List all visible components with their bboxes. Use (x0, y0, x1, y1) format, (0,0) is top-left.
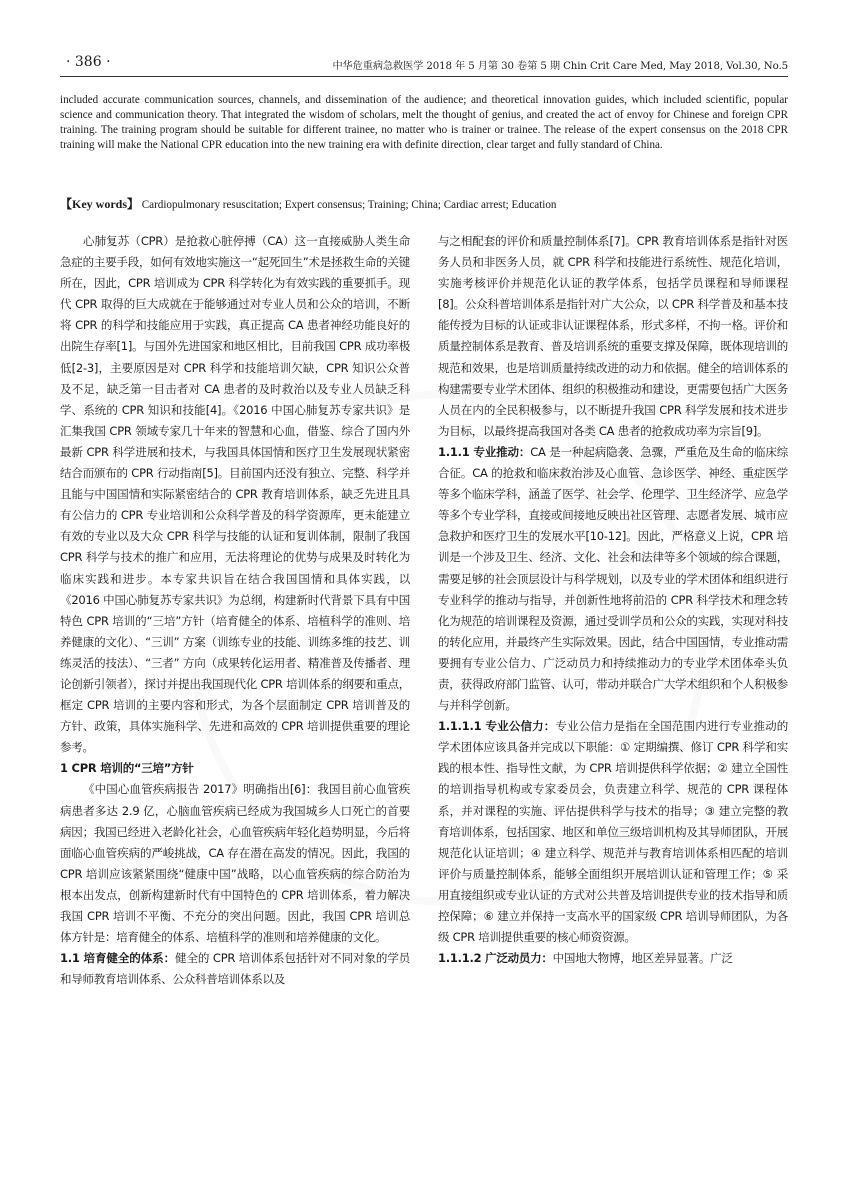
section-1-1-1-2-title: 1.1.1.2 广泛动员力： (438, 951, 553, 966)
keywords-list: Cardiopulmonary resuscitation; Expert consensus; Training; China; Cardiac arrest; Education (141, 199, 557, 211)
page-number: · 386 · (66, 54, 111, 70)
abstract-text: included accurate communication sources, channels, and dissemination of the audience; and theoretical innovation guides, which included scientific, popular science and communication theory. That integrated the wisdom of scholars, melt the thought of genius, and created the act of envoy for Chinese and foreign CPR training. The training program should be suitable for different trainee, no matter who is trainer or trainee. The release of the expert consensus on the 2018 CPR training will make the National CPR education into the new training era with definite direction, clear target and fully standard of China. (60, 94, 788, 151)
section-1-1-1-1-paragraph (438, 716, 788, 948)
section-1-1-continuation: 与之相配套的评价和质量控制体系[7]。CPR 教育培训体系是指针对医务人员和非医务人员，就 CPR 科学和技能进行系统性、规范化培训，实施考核评价并规范化认证的教学体系，包括学员课程和导师课程[8]。公众科普培训体系是指针对广大公众，以 CPR 科学普及和基本技能传授为目标的认证或非认证课程体系，形式多样，不拘一格。评价和质量控制体系是教育、普及培训系统的重要支撑及保障，既体现培训的规范和效果，也是培训质量持续改进的动力和依据。健全的培训体系的构建需要专业学术团体、组织的积极推动和建设，更需要包括广大医务人员在内的全民积极参与，以不断提升我国 CPR 科学发展和技术进步为目标，以最终提高我国对各类 CA 患者的抢救成功率为宗旨[9]。 (438, 234, 788, 438)
section-1-1-1-2-paragraph (438, 948, 788, 969)
keywords-line (60, 197, 788, 213)
section-1-heading: 1 CPR 培训的“三培”方针 (60, 761, 194, 776)
section-1-1-title: 1.1 培育健全的体系： (60, 951, 176, 966)
section-1-1-1-2-text: 中国地大物博，地区差异显著。广泛 (552, 951, 733, 966)
intro-paragraph: 心肺复苏（CPR）是抢救心脏停搏（CA）这一直接威胁人类生命急症的主要手段，如何有效地实施这一“起死回生”术是拯救生命的关键所在，因此，CPR 培训成为 CPR 科学转化为有效实践的重要抓手。现代 CPR 取得的巨大成就在于能够通过对专业人员和公众的培训，不断将 CPR 的科学和技能应用于实践，真正提高 CA 患者神经功能良好的出院生存率[1]。与国外先进国家和地区相比，目前我国 CPR 成功率极低[2-3]，主要原因是对 CPR 科学和技能培训欠缺，CPR 知识公众普及不足，缺乏第一目击者对 CA 患者的及时救治以及专业人员缺乏科学、系统的 CPR 知识和技能[4]。《2016 中国心肺复苏专家共识》是汇集我国 CPR 领域专家几十年来的智慧和心血，借鉴、综合了国内外最新 CPR 科学进展和技术，与我国具体国情和医疗卫生发展现状紧密结合而颁布的 CPR 行动指南[5]。目前国内还没有独立、完整、科学并且能与中国国情和实际紧密结合的 CPR 教育培训体系，缺乏先进且具有公信力的 CPR 专业培训和公众科学普及的科学资源库，更未能建立有效的专业以及大众 CPR 科学与技能的认证和复训体制，限制了我国 CPR 科学与技术的推广和应用，无法将理论的优势与成果及时转化为临床实践和进步。本专家共识旨在结合我国国情和具体实践，以《2016 中国心肺复苏专家共识》为总纲，构建新时代背景下具有中国特色 CPR 培训的“三培”方针（培育健全的体系、培植科学的准则、培养健康的文化）、“三训” 方案（训练专业的技能、训练多维的技艺、训练灵活的技法）、“三者” 方向（成果转化运用者、精准普及传播者、理论创新引领者），探讨并提出我国现代化 CPR 培训体系的纲要和重点，框定 CPR 培训的主要内容和形式，为各个层面制定 CPR 培训普及的方针、政策，具体实施科学、先进和高效的 CPR 培训提供重要的理论参考。 (60, 234, 410, 755)
abstract-continuation (60, 93, 788, 153)
section-1-1-1-1-title: 1.1.1.1 专业公信力： (438, 719, 556, 734)
section-1-paragraph: 《中国心血管疾病报告 2017》明确指出[6]：我国目前心血管疾病患者多达 2.9 亿，心脑血管疾病已经成为我国城乡人口死亡的首要病因；我国已经进入老龄化社会，心血管疾病年轻化趋势明显，今后将面临心血管疾病的严峻挑战，CA 存在潜在高发的情况。因此，我国的 CPR 培训应该紧紧围绕“健康中国”战略，以心血管疾病的综合防治为根本出发点，创新构建新时代有中国特色的 CPR 培训体系，着力解决我国 CPR 培训不平衡、不充分的突出问题。因此，我国 CPR 培训总体方针是：培育健全的体系、培植科学的准则和培养健康的文化。 (60, 782, 410, 945)
section-1-1-text: 健全的 CPR 培训体系包括针对不同对象的学员和导师教育培训体系、公众科普培训体系以及 (60, 951, 410, 987)
section-1-1-1-1-text: 专业公信力是指在全国范围内进行专业推动的学术团体应该具备并完成以下职能：① 定期编撰、修订 CPR 科学和实践的根本性、指导性文献，为 CPR 培训提供科学依据；② 建立全国性的培训指导机构或专家委员会，负责建立科学、规范的 CPR 课程体系，并对课程的实施、评估提供科学与技术的指导；③ 建立完整的教育培训体系，包括国家、地区和单位三级培训机构及其导师团队，开展规范化认证培训；④ 建立科学、规范并与教育培训体系相匹配的培训评价与质量控制体系，能够全面组织开展培训认证和管理工作；⑤ 采用直接组织或专业认证的方式对公共普及培训提供专业的技术指导和质控保障；⑥ 建立并保持一支高水平的国家级 CPR 培训导师团队，为各级 CPR 培训提供重要的核心师资资源。 (438, 719, 788, 945)
section-1-1-1-paragraph (438, 442, 788, 716)
right-column (438, 231, 788, 1161)
section-1-1-paragraph (60, 948, 410, 990)
left-column (60, 231, 410, 1161)
journal-citation-line: 中华危重病急救医学 2018 年 5 月第 30 卷第 5 期 Chin Crit Care Med, May 2018, Vol.30, No.5 (332, 61, 788, 72)
section-1-1-1-text: CA 是一种起病隐袭、急骤，严重危及生命的临床综合征。CA 的抢救和临床救治涉及心血管、急诊医学、神经、重症医学等多个临床学科，涵盖了医学、社会学、伦理学、卫生经济学、应急学等多个专业学科，直接或间接地反映出社区管理、志愿者发展、城市应急救护和医疗卫生的发展水平[10-12]。因此，严格意义上说，CPR 培训是一个涉及卫生、经济、文化、社会和法律等多个领域的综合课题，需要足够的社会顶层设计与科学规划，以及专业的学术团体和组织进行专业科学的推动与指导，并创新性地将前沿的 CPR 科学技术和理念转化为规范的培训课程及资源，通过受训学员和公众的实践，实现对科技的转化应用，并最终产生实际效果。因此，结合中国国情，专业推动需要拥有专业公信力、广泛动员力和持续推动力的专业学术团体牵头负责，获得政府部门监管、认可，带动并联合广大学术组织和个人积极参与并科学创新。 (438, 444, 788, 713)
section-1-1-1-title: 1.1.1 专业推动： (438, 444, 531, 459)
page-header (60, 52, 788, 77)
keywords-title: 【Key words】 (60, 197, 139, 211)
